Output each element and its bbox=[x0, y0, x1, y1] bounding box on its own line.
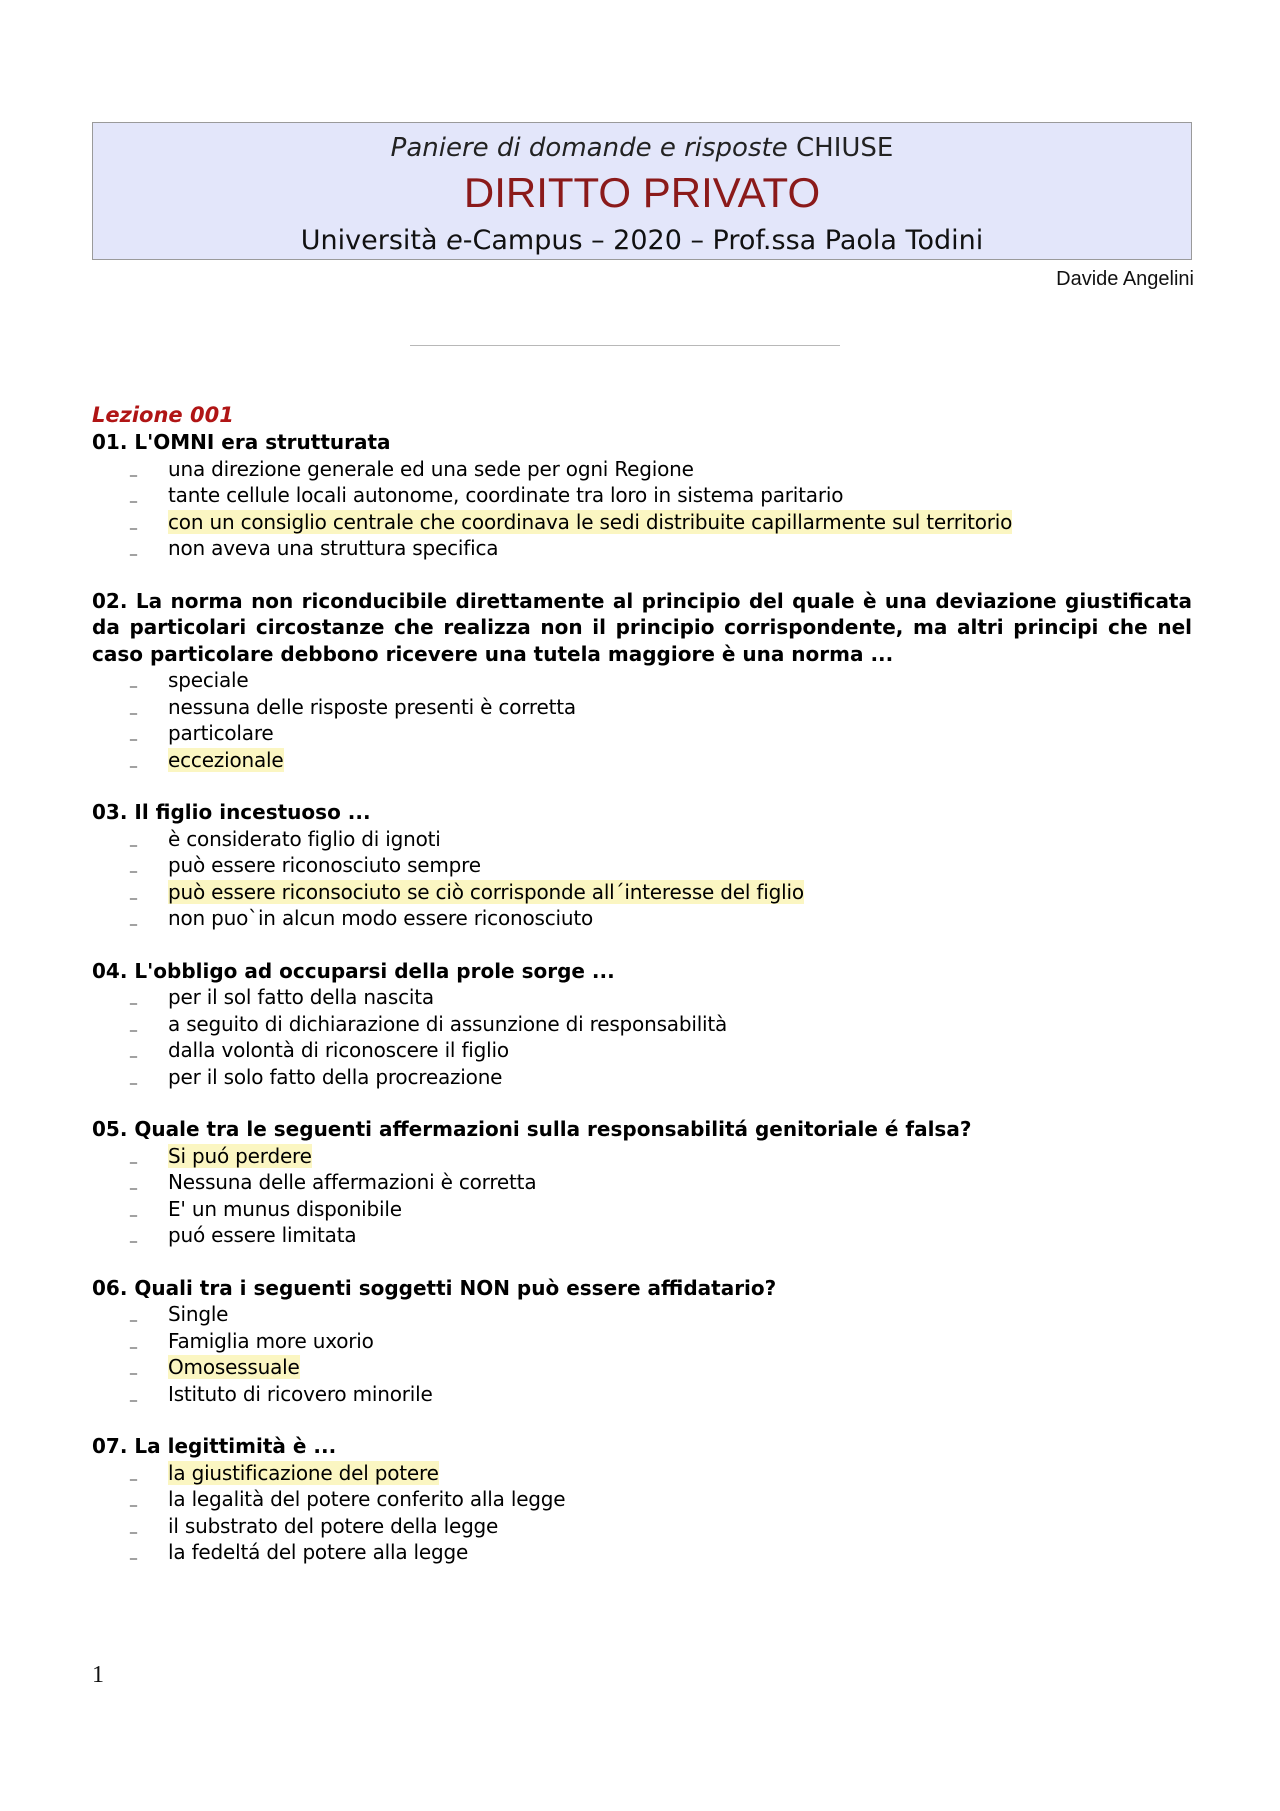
question-list bbox=[92, 402, 1192, 1592]
answer-list bbox=[92, 826, 1192, 932]
answer-list bbox=[92, 1143, 1192, 1249]
bullet-icon: _ bbox=[130, 1042, 137, 1058]
answer-item bbox=[92, 456, 1192, 483]
answer-text: speciale bbox=[168, 668, 249, 692]
bullet-icon: _ bbox=[130, 830, 137, 847]
question-block bbox=[92, 429, 1192, 562]
bullet-icon: _ bbox=[130, 672, 137, 688]
question-block bbox=[92, 1275, 1192, 1408]
question-text: 06. Quali tra i seguenti soggetti NON può essere affidatario? bbox=[92, 1275, 777, 1300]
bullet-icon: _ bbox=[130, 1015, 137, 1032]
answer-item bbox=[92, 1513, 1192, 1540]
bullet-icon: _ bbox=[130, 910, 137, 926]
university-line: Università e-Campus – 2020 – Prof.ssa Paola Todini bbox=[300, 225, 984, 256]
answer-item bbox=[92, 1196, 1192, 1223]
header-subtitle: Paniere di domande e risposte CHIUSE bbox=[390, 133, 894, 163]
answer-item bbox=[92, 826, 1192, 853]
bullet-icon: _ bbox=[130, 1227, 137, 1243]
question-block bbox=[92, 958, 1192, 1091]
answer-text: Si puó perdere bbox=[168, 1143, 312, 1168]
bullet-icon: _ bbox=[130, 725, 137, 741]
answer-item-correct bbox=[92, 747, 1192, 774]
answer-item bbox=[92, 720, 1192, 747]
answer-text: per il sol fatto della nascita bbox=[168, 985, 434, 1009]
page-number: 1 bbox=[92, 1662, 104, 1688]
answer-text: Famiglia more uxorio bbox=[168, 1328, 374, 1353]
lesson-heading: Lezione 001 bbox=[92, 403, 234, 427]
answer-item bbox=[92, 1011, 1192, 1038]
bullet-icon: _ bbox=[130, 1544, 137, 1560]
answer-item bbox=[92, 1328, 1192, 1355]
answer-item-correct bbox=[92, 1354, 1192, 1381]
answer-item bbox=[92, 1301, 1192, 1328]
answer-text: per il solo fatto della procreazione bbox=[168, 1064, 503, 1089]
answer-list bbox=[92, 667, 1192, 773]
answer-text: il substrato del potere della legge bbox=[168, 1513, 499, 1538]
answer-text: E' un munus disponibile bbox=[168, 1196, 402, 1221]
question-block bbox=[92, 1116, 1192, 1249]
answer-item bbox=[92, 694, 1192, 721]
bullet-icon: _ bbox=[130, 1306, 137, 1322]
answer-text: nessuna delle risposte presenti è corretta bbox=[168, 694, 576, 719]
answer-item bbox=[92, 667, 1192, 694]
answer-item bbox=[92, 905, 1192, 932]
bullet-icon: _ bbox=[130, 487, 137, 503]
answer-text: la fedeltá del potere alla legge bbox=[168, 1540, 469, 1564]
bullet-icon: _ bbox=[130, 540, 137, 556]
bullet-icon: _ bbox=[130, 1359, 137, 1375]
answer-text: particolare bbox=[168, 721, 274, 745]
questions-container bbox=[92, 429, 1192, 1566]
answer-item bbox=[92, 984, 1192, 1011]
answer-item bbox=[92, 482, 1192, 509]
answer-list bbox=[92, 1460, 1192, 1566]
question-text: 02. La norma non riconducibile direttamente al principio del quale è una deviazione giustificata da particolari circostanze che realizza non il principio corrispondente, ma altri principi che nel caso particolare debbono ricevere una tutela maggiore è una norma ... bbox=[92, 588, 1192, 666]
bullet-icon: _ bbox=[130, 1174, 137, 1190]
question-text: 03. Il figlio incestuoso ... bbox=[92, 800, 371, 824]
answer-text: dalla volontà di riconoscere il figlio bbox=[168, 1038, 509, 1062]
bullet-icon: _ bbox=[130, 989, 137, 1005]
answer-item-correct bbox=[92, 1143, 1192, 1170]
question-block bbox=[92, 799, 1192, 932]
bullet-icon: _ bbox=[130, 513, 137, 530]
author-name: Davide Angelini bbox=[1056, 268, 1194, 290]
question-text: 01. L'OMNI era strutturata bbox=[92, 430, 391, 454]
answer-text: con un consiglio centrale che coordinava le sedi distribuite capillarmente sul territorio bbox=[168, 509, 1013, 534]
answer-text: è considerato figlio di ignoti bbox=[168, 826, 441, 851]
bullet-icon: _ bbox=[130, 1385, 137, 1402]
answer-text: Nessuna delle affermazioni è corretta bbox=[168, 1170, 537, 1194]
bullet-icon: _ bbox=[130, 1147, 137, 1164]
answer-text: puó essere limitata bbox=[168, 1223, 357, 1247]
answer-item bbox=[92, 1169, 1192, 1196]
answer-item bbox=[92, 1486, 1192, 1513]
question-text: 05. Quale tra le seguenti affermazioni sulla responsabilitá genitoriale é falsa? bbox=[92, 1117, 972, 1141]
answer-text: a seguito di dichiarazione di assunzione di responsabilità bbox=[168, 1011, 728, 1036]
answer-text: eccezionale bbox=[168, 747, 284, 772]
bullet-icon: _ bbox=[130, 1332, 137, 1349]
question-block bbox=[92, 588, 1192, 774]
answer-text: la giustificazione del potere bbox=[168, 1460, 439, 1485]
answer-text: può essere riconsociuto se ciò corrisponde all´interesse del figlio bbox=[168, 879, 804, 904]
answer-item bbox=[92, 1037, 1192, 1064]
answer-item-correct bbox=[92, 509, 1192, 536]
answer-item-correct bbox=[92, 1460, 1192, 1487]
answer-text: la legalità del potere conferito alla legge bbox=[168, 1487, 566, 1511]
bullet-icon: _ bbox=[130, 1491, 137, 1507]
bullet-icon: _ bbox=[130, 1200, 137, 1217]
bullet-icon: _ bbox=[130, 857, 137, 873]
answer-text: una direzione generale ed una sede per ogni Regione bbox=[168, 456, 694, 481]
answer-item bbox=[92, 1381, 1192, 1408]
answer-item bbox=[92, 1222, 1192, 1249]
answer-text: può essere riconosciuto sempre bbox=[168, 853, 481, 877]
bullet-icon: _ bbox=[130, 460, 137, 477]
question-text: 07. La legittimità è ... bbox=[92, 1434, 337, 1458]
answer-text: Omosessuale bbox=[168, 1355, 300, 1379]
answer-item-correct bbox=[92, 879, 1192, 906]
answer-text: Single bbox=[168, 1302, 229, 1326]
answer-text: non aveva una struttura specifica bbox=[168, 536, 499, 560]
answer-item bbox=[92, 852, 1192, 879]
question-text: 04. L'obbligo ad occuparsi della prole sorge ... bbox=[92, 958, 615, 983]
divider bbox=[410, 345, 840, 346]
answer-item bbox=[92, 1064, 1192, 1091]
bullet-icon: _ bbox=[130, 1068, 137, 1085]
bullet-icon: _ bbox=[130, 1464, 137, 1481]
bullet-icon: _ bbox=[130, 751, 137, 768]
answer-text: non puo`in alcun modo essere riconosciuto bbox=[168, 906, 594, 930]
answer-list bbox=[92, 1301, 1192, 1407]
bullet-icon: _ bbox=[130, 883, 137, 900]
answer-item bbox=[92, 535, 1192, 562]
answer-item bbox=[92, 1539, 1192, 1566]
document-title: DIRITTO PRIVATO bbox=[463, 169, 821, 216]
answer-list bbox=[92, 984, 1192, 1090]
question-block bbox=[92, 1433, 1192, 1566]
bullet-icon: _ bbox=[130, 698, 137, 715]
answer-text: Istituto di ricovero minorile bbox=[168, 1381, 433, 1406]
answer-text: tante cellule locali autonome, coordinate tra loro in sistema paritario bbox=[168, 483, 844, 507]
bullet-icon: _ bbox=[130, 1517, 137, 1534]
answer-list bbox=[92, 456, 1192, 562]
document-header bbox=[92, 122, 1192, 260]
